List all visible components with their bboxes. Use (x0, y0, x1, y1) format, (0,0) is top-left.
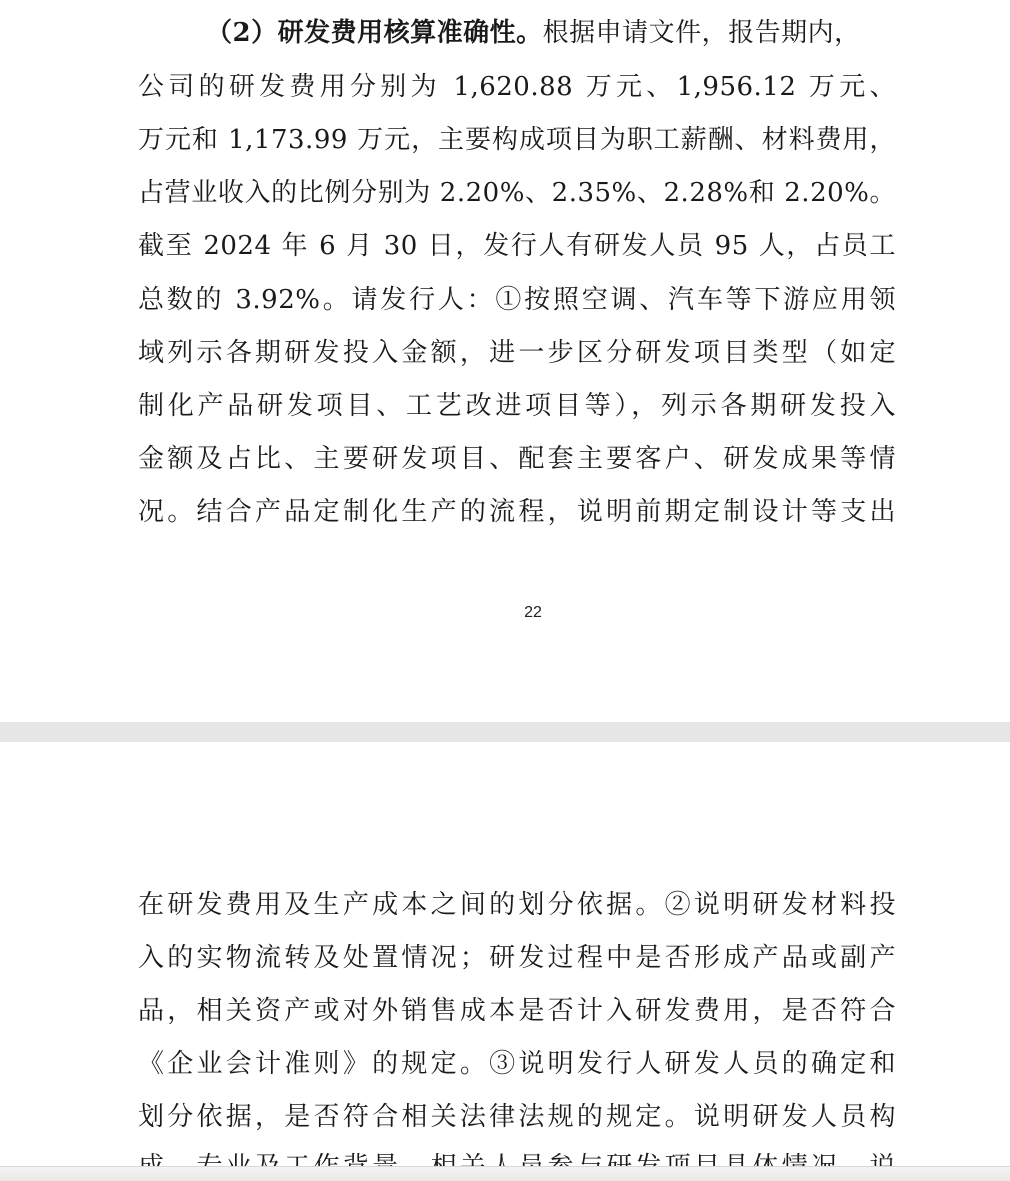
paragraph-line: 总数的 3.92%。请发行人：①按照空调、汽车等下游应用领 (138, 285, 896, 315)
paragraph-line: 截至 2024 年 6 月 30 日，发行人有研发人员 95 人，占员工 (138, 231, 896, 261)
paragraph-line: 占营业收入的比例分别为 2.20%、2.35%、2.28%和 2.20%。 (138, 178, 896, 208)
paragraph-line: 划分依据，是否符合相关法律法规的规定。说明研发人员构 (138, 1102, 896, 1132)
viewer-bottom-edge (0, 1166, 1010, 1181)
paragraph-line: 域列示各期研发投入金额，进一步区分研发项目类型（如定 (138, 338, 896, 368)
section-heading: （2）研发费用核算准确性。 (206, 18, 543, 48)
paragraph-line: 品，相关资产或对外销售成本是否计入研发费用，是否符合 (138, 996, 896, 1026)
paragraph-line: 万元和 1,173.99 万元，主要构成项目为职工薪酬、材料费用， (138, 125, 896, 155)
paragraph-line: 制化产品研发项目、工艺改进项目等），列示各期研发投入 (138, 391, 896, 421)
paragraph-line: 入的实物流转及处置情况；研发过程中是否形成产品或副产 (138, 943, 896, 973)
paragraph-heading-line (206, 16, 896, 50)
page-number: 22 (524, 604, 542, 621)
document-page-2 (0, 742, 1010, 1180)
paragraph-text: 根据申请文件，报告期内， (542, 18, 861, 48)
paragraph-line: 公司的研发费用分别为 1,620.88 万元、1,956.12 万元、 (138, 72, 896, 102)
paragraph-line: 况。结合产品定制化生产的流程，说明前期定制设计等支出 (138, 497, 896, 527)
paragraph-line: 金额及占比、主要研发项目、配套主要客户、研发成果等情 (138, 444, 896, 474)
paragraph-line: 在研发费用及生产成本之间的划分依据。②说明研发材料投 (138, 890, 896, 920)
page-separator (0, 722, 1010, 742)
paragraph-line: 《企业会计准则》的规定。③说明发行人研发人员的确定和 (138, 1049, 896, 1079)
